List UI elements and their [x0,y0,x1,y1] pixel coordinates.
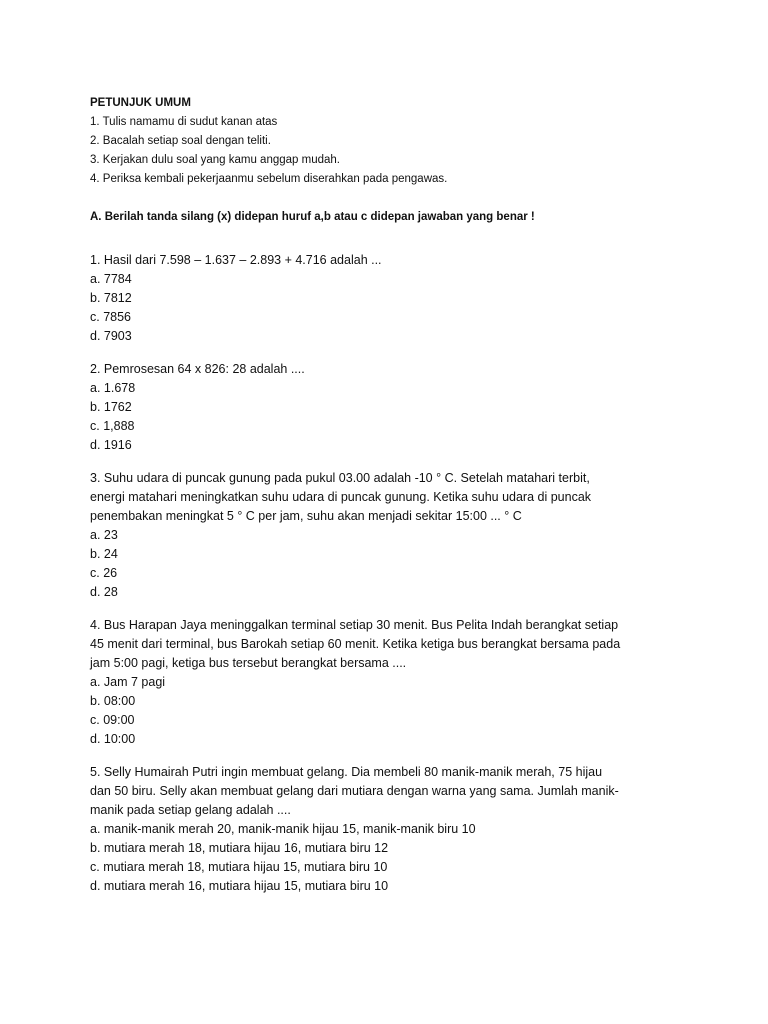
question-text: dan 50 biru. Selly akan membuat gelang dari mutiara dengan warna yang sama. Jumlah manik- [90,784,619,798]
general-item: 1. Tulis namamu di sudut kanan atas [90,116,278,128]
answer-option: a. 7784 [90,272,132,286]
document-page [90,94,700,896]
general-item: 3. Kerjakan dulu soal yang kamu anggap mudah. [90,154,340,166]
answer-option: a. 1.678 [90,381,136,395]
general-instructions [90,94,700,189]
answer-option: b. mutiara merah 18, mutiara hijau 16, mutiara biru 12 [90,841,389,855]
answer-option: d. 7903 [90,329,132,343]
general-item: 4. Periksa kembali pekerjaanmu sebelum diserahkan pada pengawas. [90,173,448,185]
answer-option: a. 23 [90,528,118,542]
answer-option: d. 1916 [90,438,132,452]
question-1 [90,251,700,346]
answer-option: c. 09:00 [90,713,135,727]
answer-option: c. 1,888 [90,419,135,433]
answer-option: b. 7812 [90,291,132,305]
answer-option: d. mutiara merah 16, mutiara hijau 15, mutiara biru 10 [90,879,389,893]
question-2 [90,360,700,455]
question-text: 1. Hasil dari 7.598 – 1.637 – 2.893 + 4.716 adalah ... [90,253,382,267]
question-text: jam 5:00 pagi, ketiga bus tersebut berangkat bersama .... [90,656,407,670]
answer-option: c. mutiara merah 18, mutiara hijau 15, mutiara biru 10 [90,860,388,874]
answer-option: b. 1762 [90,400,132,414]
answer-option: d. 10:00 [90,732,136,746]
section-a-instruction: A. Berilah tanda silang (x) didepan huruf a,b atau c didepan jawaban yang benar ! [90,211,535,223]
general-heading: PETUNJUK UMUM [90,97,191,109]
answer-option: a. Jam 7 pagi [90,675,166,689]
question-text: manik pada setiap gelang adalah .... [90,803,291,817]
answer-option: d. 28 [90,585,118,599]
question-text: 5. Selly Humairah Putri ingin membuat gelang. Dia membeli 80 manik-manik merah, 75 hijau [90,765,603,779]
answer-option: c. 7856 [90,310,132,324]
question-5 [90,763,700,896]
question-text: energi matahari meningkatkan suhu udara di puncak gunung. Ketika suhu udara di puncak [90,490,592,504]
question-text: 4. Bus Harapan Jaya meninggalkan terminal setiap 30 menit. Bus Pelita Indah berangkat setiap [90,618,619,632]
question-text: penembakan meningkat 5 ° C per jam, suhu akan menjadi sekitar 15:00 ... ° C [90,509,522,523]
question-text: 2. Pemrosesan 64 x 826: 28 adalah .... [90,362,305,376]
answer-option: a. manik-manik merah 20, manik-manik hijau 15, manik-manik biru 10 [90,822,476,836]
question-4 [90,616,700,749]
question-text: 45 menit dari terminal, bus Barokah setiap 60 menit. Ketika ketiga bus berangkat bersama pada [90,637,621,651]
general-item: 2. Bacalah setiap soal dengan teliti. [90,135,271,147]
answer-option: b. 08:00 [90,694,136,708]
answer-option: c. 26 [90,566,118,580]
answer-option: b. 24 [90,547,118,561]
question-3 [90,469,700,602]
question-text: 3. Suhu udara di puncak gunung pada pukul 03.00 adalah -10 ° C. Setelah matahari terbit, [90,471,590,485]
